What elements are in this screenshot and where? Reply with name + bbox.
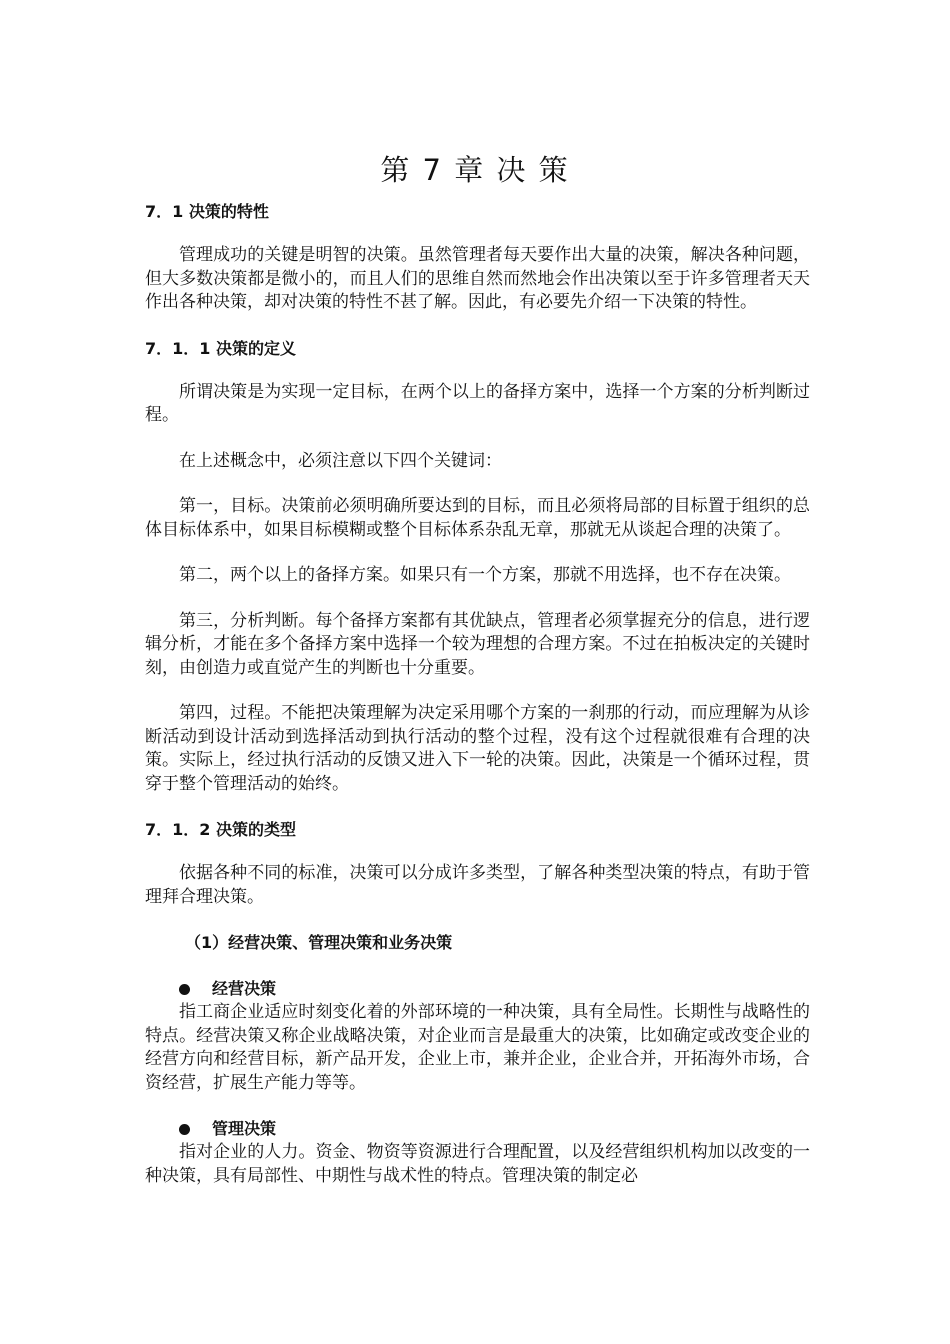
paragraph: 第一，目标。决策前必须明确所要达到的目标，而且必须将局部的目标置于组织的总体目标体系中，如果目标模糊或整个目标体系杂乱无章，那就无从谈起合理的决策了。 (145, 496, 810, 540)
bullet-heading-label: 管理决策 (212, 1119, 277, 1138)
paragraph: 指对企业的人力。资金、物资等资源进行合理配置，以及经营组织机构加以改变的一种决策，具有局部性、中期性与战术性的特点。管理决策的制定必 (145, 1142, 810, 1186)
chapter-title: 第 7 章 决 策 (380, 153, 570, 187)
bullet-dot-icon (179, 984, 190, 995)
paragraph: 依据各种不同的标准，决策可以分成许多类型，了解各种类型决策的特点，有助于管理拜合理决策。 (145, 863, 810, 907)
paragraph: 在上述概念中，必须注意以下四个关键词： (179, 450, 502, 471)
bullet-heading-label: 经营决策 (212, 979, 277, 998)
sub-heading: （1）经营决策、管理决策和业务决策 (185, 933, 453, 952)
paragraph: 第三，分析判断。每个备择方案都有其优缺点，管理者必须掌握充分的信息，进行逻辑分析，才能在多个备择方案中选择一个较为理想的合理方案。不过在拍板决定的关键时刻，由创造力或直觉产生的判断也十分重要。 (145, 610, 810, 678)
section-heading-7-1: 7．1 决策的特性 (145, 202, 269, 221)
section-heading-7-1-2: 7．1．2 决策的类型 (145, 820, 296, 839)
paragraph: 管理成功的关键是明智的决策。虽然管理者每天要作出大量的决策，解决各种问题，但大多数决策都是微小的，而且人们的思维自然而然地会作出决策以至于许多管理者天天作出各种决策，却对决策的特性不甚了解。因此，有必要先介绍一下决策的特性。 (145, 245, 810, 312)
paragraph: 所谓决策是为实现一定目标，在两个以上的备择方案中，选择一个方案的分析判断过程。 (145, 381, 810, 425)
paragraph: 指工商企业适应时刻变化着的外部环境的一种决策，具有全局性。长期性与战略性的特点。经营决策又称企业战略决策，对企业而言是最重大的决策，比如确定或改变企业的经营方向和经营目标，新产品开发，企业上市，兼并企业，企业合并，开拓海外市场，合资经营，扩展生产能力等等。 (145, 1002, 810, 1093)
paragraph: 第四，过程。不能把决策理解为决定采用哪个方案的一刹那的行动，而应理解为从诊断活动到设计活动到选择活动到执行活动的整个过程，没有这个过程就很难有合理的决策。实际上，经过执行活动的反馈又进入下一轮的决策。因此，决策是一个循环过程，贯穿于整个管理活动的始终。 (145, 703, 810, 794)
section-heading-7-1-1: 7．1．1 决策的定义 (145, 338, 296, 358)
bullet-heading (145, 1117, 810, 1141)
document-body (145, 200, 810, 1188)
bullet-heading (145, 977, 810, 1001)
bullet-dot-icon (179, 1124, 190, 1135)
paragraph: 第二，两个以上的备择方案。如果只有一个方案，那就不用选择，也不存在决策。 (179, 565, 791, 585)
